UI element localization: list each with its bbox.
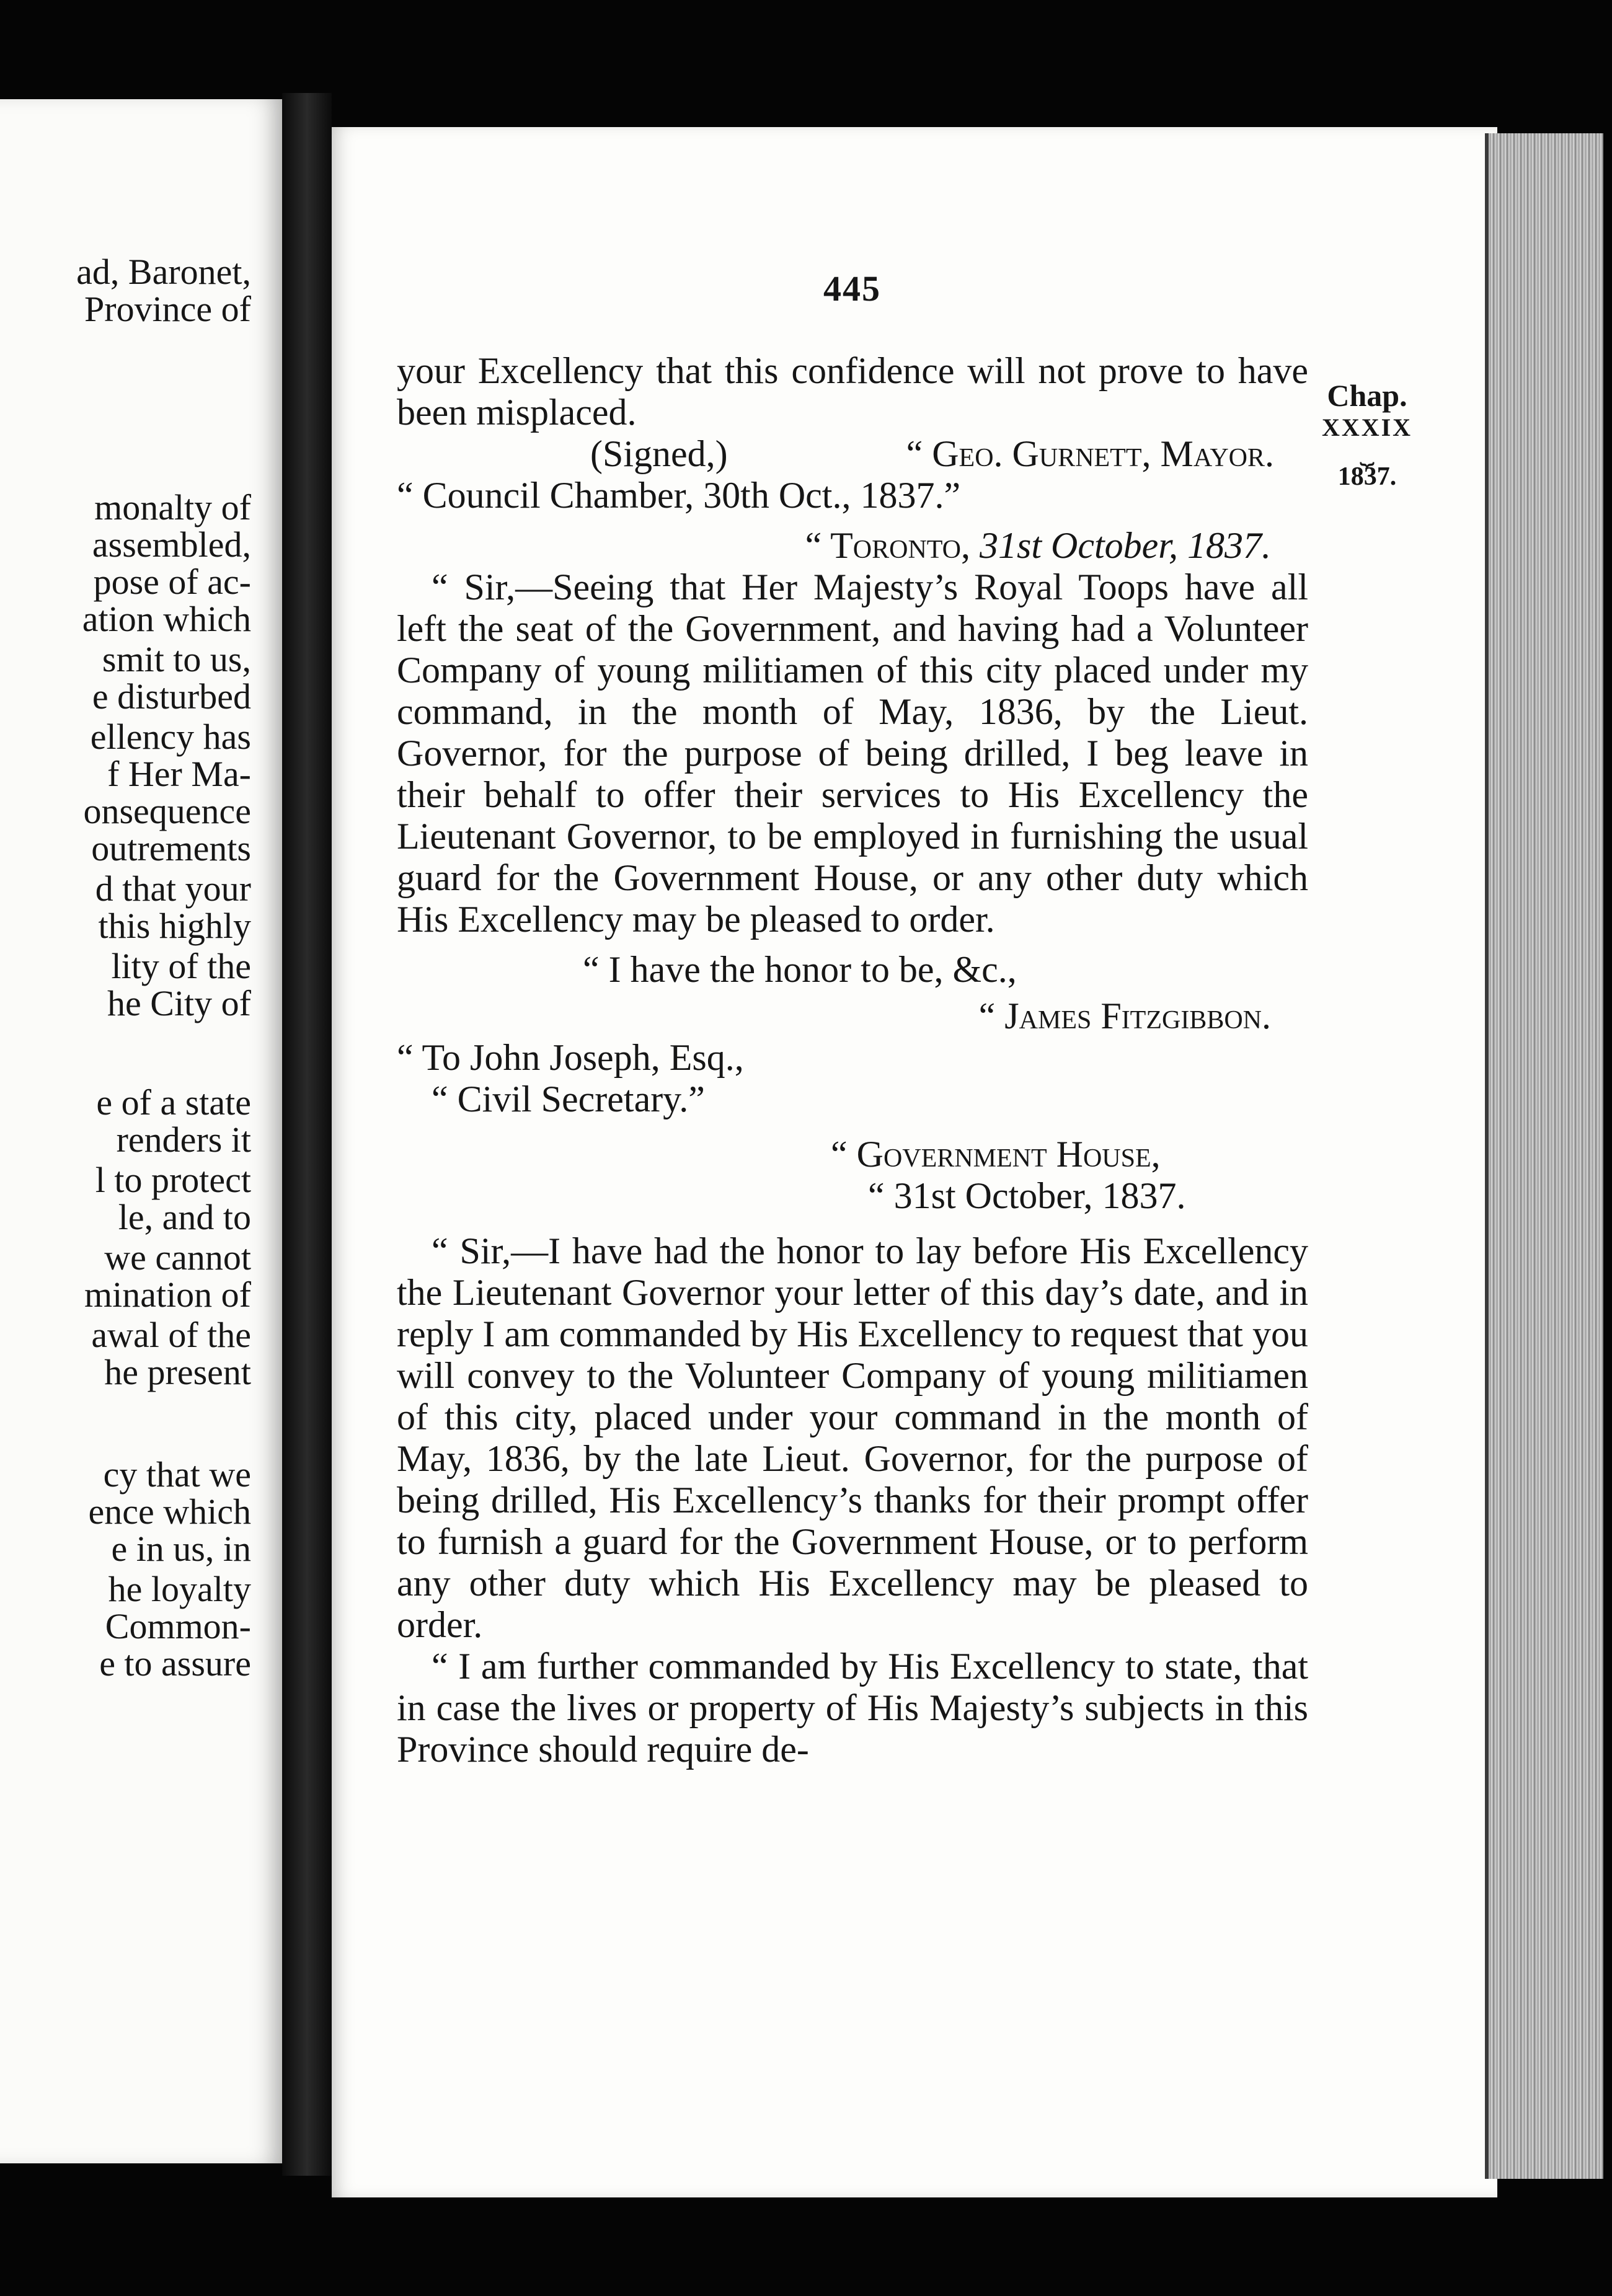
letter2-addressee-title: “ Civil Secretary.”	[432, 1079, 705, 1119]
previous-page-line: awal of the	[91, 1315, 251, 1355]
previous-page-line: outrements	[91, 828, 251, 868]
previous-page-line: f Her Ma-	[107, 754, 251, 794]
margin-year: 1837.	[1337, 462, 1397, 491]
letter2-signature: “ James Fitzgibbon.	[978, 996, 1271, 1036]
letter2-heading	[397, 525, 1308, 567]
previous-page-line: mination of	[84, 1274, 251, 1315]
letter2-heading-place: “ Toronto,	[805, 525, 971, 566]
previous-page-line: cy that we	[103, 1454, 251, 1495]
previous-page-line: ad, Baronet,	[76, 252, 251, 292]
previous-page-line: e in us, in	[111, 1529, 251, 1569]
letter1-signature-line	[397, 433, 1308, 475]
letter3-heading-date: “ 31st October, 1837.	[868, 1175, 1186, 1216]
previous-page-line: this highly	[98, 906, 251, 946]
signed-label: (Signed,)	[590, 433, 728, 474]
page-edges	[1485, 133, 1603, 2179]
previous-page-line: e disturbed	[92, 676, 251, 717]
previous-page-line: pose of ac-	[93, 562, 251, 602]
letter2-body: “ Sir,—Seeing that Her Majesty’s Royal Toops have all left the seat of the Government, and having had a Volunteer Company of young militiamen of this city placed under my command, in the month of May, 1836, by the Lieut. Governor, for the purpose of being drilled, I beg leave in their behalf to offer their services to His Excellency the Lieutenant Governor, to be employed in furnishing the usual guard for the Government House, or any other duty which His Excellency may be pleased to order.	[397, 567, 1308, 940]
margin-note	[1318, 378, 1417, 492]
previous-page-line: onsequence	[83, 791, 251, 831]
previous-page-line: ence which	[88, 1491, 251, 1532]
letter3-heading-place: “ Government House,	[831, 1134, 1161, 1175]
previous-page-line: ation which	[82, 599, 251, 639]
previous-page-line: lity of the	[111, 946, 251, 986]
previous-page-line: e to assure	[99, 1643, 251, 1684]
letter2-addressee-name: “ To John Joseph, Esq.,	[397, 1037, 744, 1078]
previous-page-line: assembled,	[92, 524, 251, 565]
margin-brace-icon: ⏟	[1360, 438, 1375, 466]
previous-page-line: Common-	[105, 1606, 251, 1646]
letter1-signature: “ Geo. Gurnett, Mayor.	[906, 433, 1274, 474]
previous-page-line: l to protect	[95, 1160, 251, 1200]
letter2-closing: “ I have the honor to be, &c.,	[583, 949, 1017, 990]
previous-page-line: renders it	[116, 1119, 251, 1160]
previous-page-line: d that your	[95, 868, 251, 909]
previous-page-line: he loyalty	[108, 1569, 251, 1609]
previous-page-line: ellency has	[90, 717, 251, 757]
letter3-paragraph-2: “ I am further commanded by His Excellency to state, that in case the lives or property of His Majesty’s subjects in this Province should require de-	[397, 1646, 1308, 1770]
book-gutter	[282, 93, 332, 2176]
page-number: 445	[823, 268, 881, 309]
previous-page-line: we cannot	[104, 1237, 251, 1278]
previous-page-line: he present	[104, 1352, 251, 1392]
previous-page-line: he City of	[107, 983, 251, 1023]
letter1-text: your Excellency that this confidence will not prove to have been misplaced.	[397, 350, 1308, 433]
letter2-heading-date: 31st October, 1837.	[970, 525, 1271, 566]
letter3-paragraph-1: “ Sir,—I have had the honor to lay before His Excellency the Lieutenant Governor your letter of this day’s date, and in reply I am commanded by His Excellency to request that you will convey to the Volunteer Company of young militiamen of this city, placed under your command in the month of May, 1836, by the late Lieut. Governor, for the purpose of being drilled, His Excellency’s thanks for their prompt offer to furnish a guard for the Government House, or to perform any other duty which His Excellency may be pleased to order.	[397, 1230, 1308, 1645]
margin-chapter-number: XXXIX	[1321, 413, 1413, 441]
previous-page-line: Province of	[84, 289, 251, 329]
letter1-place-date: “ Council Chamber, 30th Oct., 1837.”	[397, 475, 961, 516]
previous-page-line: le, and to	[118, 1197, 251, 1237]
previous-page-line: e of a state	[96, 1082, 251, 1123]
previous-page	[0, 99, 282, 2163]
previous-page-line: smit to us,	[102, 639, 251, 679]
previous-page-line: monalty of	[94, 487, 251, 528]
page-body	[397, 350, 1308, 1770]
margin-chapter-label: Chap.	[1327, 378, 1407, 413]
